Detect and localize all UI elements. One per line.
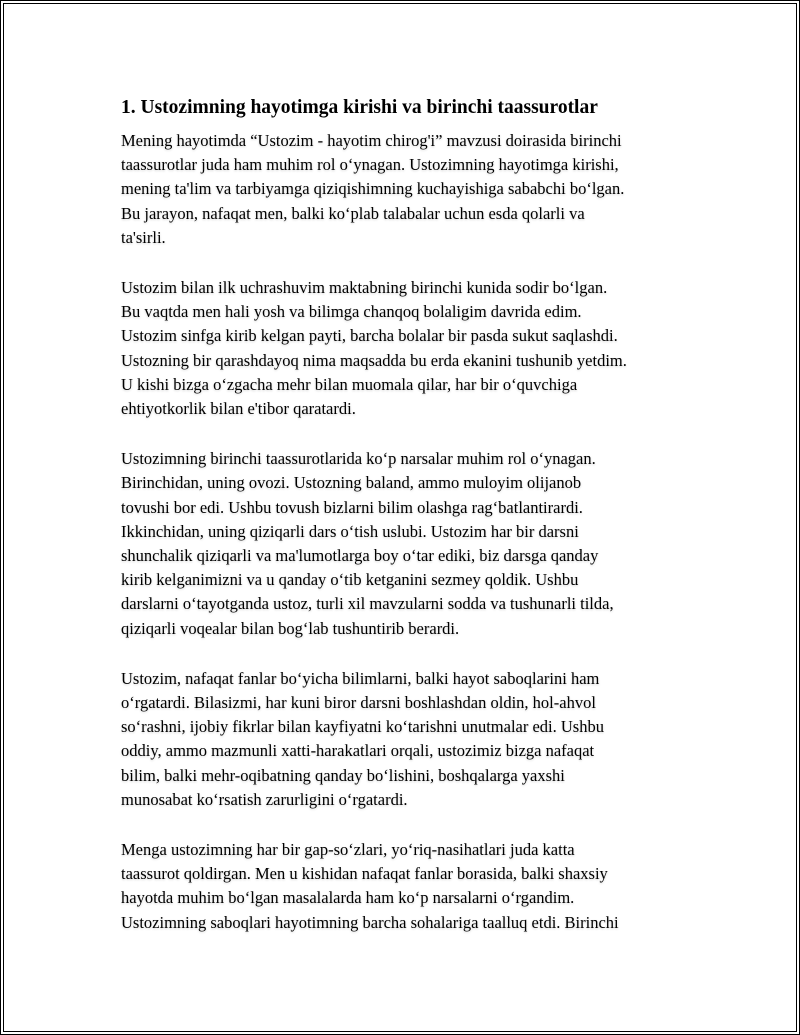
text-line: U kishi bizga o‘zgacha mehr bilan muomala qilar, har bir o‘quvchiga bbox=[121, 374, 578, 394]
text-line: ehtiyotkorlik bilan e'tibor qaratardi. bbox=[121, 399, 356, 419]
text-line: hayotda muhim bo‘lgan masalalarda ham ko‘p narsalarni o‘rgandim. bbox=[121, 888, 575, 908]
text-line: so‘rashni, ijobiy fikrlar bilan kayfiyatni ko‘tarishni unutmalar edi. Ushbu bbox=[121, 717, 604, 737]
text-line: darslarni o‘tayotganda ustoz, turli xil mavzularni sodda va tushunarli tilda, bbox=[121, 594, 614, 614]
text-line: Ustozimning saboqlari hayotimning barcha sohalariga taalluq etdi. Birinchi bbox=[121, 912, 619, 932]
text-line: Birinchidan, uning ovozi. Ustozning baland, ammo muloyim olijanob bbox=[121, 473, 582, 493]
paragraph bbox=[121, 276, 696, 421]
text-line: taassurot qoldirgan. Men u kishidan nafaqat fanlar borasida, balki shaxsiy bbox=[121, 864, 608, 884]
section-heading: 1. Ustozimning hayotimga kirishi va birinchi taassurotlar bbox=[121, 97, 598, 118]
text-line: taassurotlar juda ham muhim rol o‘ynagan. Ustozimning hayotimga kirishi, bbox=[121, 155, 619, 175]
text-line: tovushi bor edi. Ushbu tovush bizlarni bilim olashga rag‘batlantirardi. bbox=[121, 497, 583, 517]
text-line: mening ta'lim va tarbiyamga qiziqishimning kuchayishiga sababchi bo‘lgan. bbox=[121, 179, 625, 199]
text-line: oddiy, ammo mazmunli xatti-harakatlari orqali, ustozimiz bizga nafaqat bbox=[121, 741, 595, 761]
text-line: Menga ustozimning har bir gap-so‘zlari, yo‘riq-nasihatlari juda katta bbox=[121, 840, 575, 860]
text-line: bilim, balki mehr-oqibatning qanday bo‘lishini, boshqalarga yaxshi bbox=[121, 765, 565, 785]
text-line: munosabat ko‘rsatish zarurligini o‘rgatardi. bbox=[121, 789, 408, 809]
text-line: Bu vaqtda men hali yosh va bilimga chanqoq bolaligim davrida edim. bbox=[121, 302, 582, 322]
paragraph bbox=[121, 129, 696, 250]
text-line: Ustozim sinfga kirib kelgan payti, barcha bolalar bir pasda sukut saqlashdi. bbox=[121, 326, 618, 346]
text-line: qiziqarli voqealar bilan bog‘lab tushuntirib berardi. bbox=[121, 618, 460, 638]
text-line: o‘rgatardi. Bilasizmi, har kuni biror darsni boshlashdan oldin, hol-ahvol bbox=[121, 693, 596, 713]
text-line: Ustozimning birinchi taassurotlarida ko‘p narsalar muhim rol o‘ynagan. bbox=[121, 449, 596, 469]
text-line: Ustozim, nafaqat fanlar bo‘yicha bilimlarni, balki hayot saboqlarini ham bbox=[121, 668, 600, 688]
text-line: Mening hayotimda “Ustozim - hayotim chirog'i” mavzusi doirasida birinchi bbox=[121, 131, 622, 150]
paragraph bbox=[121, 447, 696, 641]
text-line: shunchalik qiziqarli va ma'lumotlarga boy o‘tar ediki, biz darsga qanday bbox=[121, 546, 599, 566]
document-body bbox=[121, 96, 696, 961]
text-line: kirib kelganimizni va u qanday o‘tib ketganini sezmey qoldik. Ushbu bbox=[121, 570, 579, 590]
text-line: Ikkinchidan, uning qiziqarli dars o‘tish uslubi. Ustozim har bir darsni bbox=[121, 521, 579, 541]
text-line: Ustozning bir qarashdayoq nima maqsadda bu erda ekanini tushunib yetdim. bbox=[121, 350, 627, 370]
paragraph bbox=[121, 838, 696, 935]
text-line: ta'sirli. bbox=[121, 227, 166, 247]
text-line: Bu jarayon, nafaqat men, balki ko‘plab talabalar uchun esda qolarli va bbox=[121, 203, 585, 223]
text-line: Ustozim bilan ilk uchrashuvim maktabning birinchi kunida sodir bo‘lgan. bbox=[121, 278, 608, 298]
paragraph bbox=[121, 667, 696, 812]
